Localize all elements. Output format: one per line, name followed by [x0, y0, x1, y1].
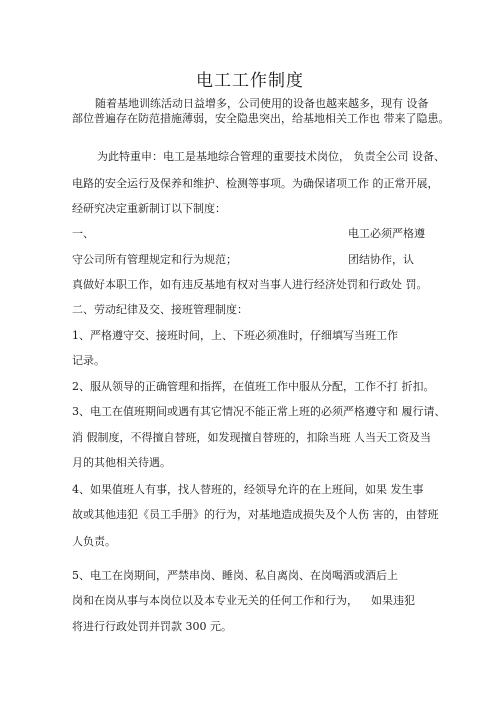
paragraph-line: 人负责。 — [72, 535, 116, 548]
paragraph-line: 经研究决定重新制订以下制度： — [72, 202, 226, 215]
paragraph-line: 3、电工在值班期间或遇有其它情况不能正常上班的必须严格遵守和 履行请、 — [72, 405, 446, 418]
document-title: 电工工作制度 — [196, 71, 304, 91]
paragraph-line: 电工必须严格遵 — [348, 227, 425, 240]
paragraph-line: 为此特重申：电工是基地综合管理的重要技术岗位， 负责全公司 设备、 — [97, 150, 445, 163]
paragraph-line: 电路的安全运行及保养和维护、检测等事项。为确保诸项工作 的正常开展， — [72, 177, 439, 190]
paragraph-line: 如果违犯 — [371, 594, 415, 607]
paragraph-line: 部位普遍存在防范措施薄弱，安全隐患突出，给基地相关工作也 带来了隐患。 — [72, 112, 450, 125]
paragraph-line: 1、严格遵守交、接班时间，上、下班必须准时，仔细填写当班工作 — [72, 329, 398, 342]
paragraph-line: 真做好本职工作，如有违反基地有权对当事人进行经济处罚和行政处 罚。 — [72, 278, 428, 291]
paragraph-line: 守公司所有管理规定和行为规范； — [72, 253, 237, 266]
paragraph-line: 5、电工在岗期间，严禁串岗、睡岗、私自离岗、在岗喝酒或酒后上 — [72, 569, 398, 582]
paragraph-line: 将进行行政处罚并罚款 300 元。 — [72, 620, 232, 633]
paragraph-line: 随着基地训练活动日益增多，公司使用的设备也越来越多，现有 设备 — [95, 97, 429, 110]
paragraph-line: 月的其他相关待遇。 — [72, 456, 171, 469]
paragraph-line: 4、如果值班人有事，找人替班的，经领导允许的在上班间，如果 发生事 — [72, 483, 424, 496]
paragraph-line: 岗和在岗从事与本岗位以及本专业无关的任何工作和行为， — [72, 594, 358, 607]
paragraph-line: 团结协作，认 — [348, 253, 414, 266]
section-heading: 二、劳动纪律及交、接班管理制度： — [72, 303, 248, 316]
paragraph-line: 2、服从领导的正确管理和指挥，在值班工作中服从分配，工作不打 折扣。 — [72, 380, 435, 393]
section-number: 一、 — [72, 227, 94, 240]
paragraph-line: 消 假制度，不得擅自替班，如发现擅自替班的，扣除当班 人当天工资及当 — [72, 431, 431, 444]
paragraph-line: 故或其他违犯《员工手册》的行为，对基地造成损失及个人伤 害的，由替班 — [72, 508, 439, 521]
paragraph-line: 记录。 — [72, 354, 105, 367]
